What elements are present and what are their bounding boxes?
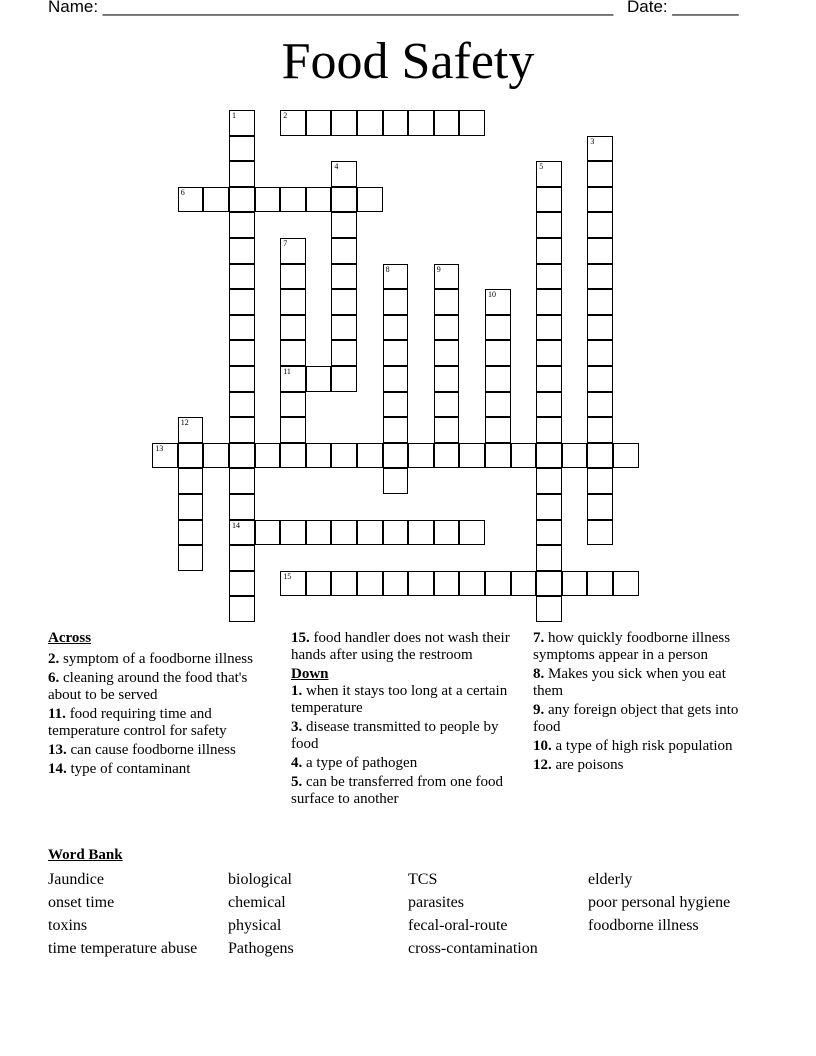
clue-down-4 [291, 755, 516, 772]
crossword-cell[interactable] [178, 443, 204, 469]
crossword-cell[interactable] [587, 468, 613, 494]
word-bank-item: toxins [48, 917, 88, 934]
word-bank-item: poor personal hygiene [588, 894, 731, 911]
clue-text: a type of high risk population [555, 738, 733, 754]
crossword-cell[interactable] [434, 417, 460, 443]
crossword-cell[interactable] [511, 571, 537, 597]
cell-number: 2 [283, 111, 288, 120]
crossword-cell[interactable] [485, 289, 511, 315]
crossword-cell[interactable] [587, 289, 613, 315]
clue-text: can be transferred from one food surface to another [291, 774, 503, 807]
crossword-cell[interactable] [383, 366, 409, 392]
crossword-cell[interactable] [613, 571, 639, 597]
crossword-cell[interactable] [562, 443, 588, 469]
clue-text: type of contaminant [70, 761, 191, 777]
crossword-cell[interactable] [434, 366, 460, 392]
clue-across-2 [48, 651, 273, 668]
crossword-cell[interactable] [485, 340, 511, 366]
crossword-cell[interactable] [587, 187, 613, 213]
word-bank-item: Jaundice [48, 871, 104, 888]
crossword-cell[interactable] [536, 238, 562, 264]
clue-down-1 [291, 683, 516, 717]
clue-down-5 [291, 774, 516, 808]
crossword-cell[interactable] [434, 289, 460, 315]
crossword-cell[interactable] [383, 340, 409, 366]
crossword-cell[interactable] [383, 417, 409, 443]
crossword-cell[interactable] [229, 545, 255, 571]
crossword-cell[interactable] [255, 443, 281, 469]
crossword-cell[interactable] [331, 520, 357, 546]
clue-number: 10. [533, 738, 552, 754]
crossword-cell[interactable] [229, 187, 255, 213]
crossword-cell[interactable] [306, 520, 332, 546]
crossword-cell[interactable] [536, 392, 562, 418]
clue-across-14 [48, 761, 273, 778]
crossword-cell[interactable] [357, 520, 383, 546]
clue-text: food requiring time and temperature control for safety [48, 706, 227, 739]
name-field-label: Name: ______________________________________________________ [48, 0, 614, 16]
cell-number: 14 [232, 520, 240, 530]
crossword-cell[interactable] [536, 161, 562, 187]
crossword-cell[interactable] [536, 596, 562, 622]
crossword-cell[interactable] [229, 136, 255, 162]
crossword-cell[interactable] [331, 187, 357, 213]
crossword-cell[interactable] [434, 110, 460, 136]
word-bank-item: Pathogens [228, 940, 294, 957]
crossword-cell[interactable] [383, 468, 409, 494]
crossword-cell[interactable] [587, 212, 613, 238]
crossword-cell[interactable] [434, 340, 460, 366]
word-bank-item: physical [228, 917, 282, 934]
clue-down-8 [533, 666, 758, 700]
crossword-cell[interactable] [280, 366, 306, 392]
crossword-cell[interactable] [331, 340, 357, 366]
cell-number: 6 [180, 187, 185, 197]
word-bank-column-2 [228, 868, 294, 960]
crossword-cell[interactable] [587, 392, 613, 418]
crossword-cell[interactable] [587, 417, 613, 443]
crossword-cell[interactable] [280, 315, 306, 341]
crossword-cell[interactable] [536, 212, 562, 238]
crossword-cell[interactable] [536, 468, 562, 494]
crossword-cell[interactable] [280, 238, 306, 264]
crossword-cell[interactable] [459, 520, 485, 546]
crossword-cell[interactable] [587, 494, 613, 520]
clue-number: 2. [48, 651, 60, 667]
crossword-cell[interactable] [306, 187, 332, 213]
crossword-cell[interactable] [536, 520, 562, 546]
crossword-cell[interactable] [331, 212, 357, 238]
crossword-cell[interactable] [562, 571, 588, 597]
crossword-cell[interactable] [459, 110, 485, 136]
clue-number: 8. [533, 666, 545, 682]
crossword-cell[interactable] [280, 187, 306, 213]
crossword-cell[interactable] [229, 417, 255, 443]
crossword-cell[interactable] [383, 571, 409, 597]
clue-text: are poisons [555, 757, 624, 773]
crossword-cell[interactable] [587, 315, 613, 341]
crossword-cell[interactable] [434, 571, 460, 597]
crossword-cell[interactable] [536, 417, 562, 443]
crossword-cell[interactable] [331, 264, 357, 290]
crossword-cell[interactable] [485, 443, 511, 469]
crossword-cell[interactable] [331, 315, 357, 341]
word-bank-item: parasites [408, 894, 464, 911]
word-bank-item: onset time [48, 894, 115, 911]
clue-down-12 [533, 757, 758, 774]
word-bank-item: time temperature abuse [48, 940, 198, 957]
clue-text: a type of pathogen [306, 755, 418, 771]
crossword-cell[interactable] [357, 443, 383, 469]
crossword-cell[interactable] [536, 366, 562, 392]
across-heading: Across [48, 630, 92, 646]
crossword-cell[interactable] [408, 443, 434, 469]
crossword-cell[interactable] [587, 136, 613, 162]
cell-number: 7 [283, 239, 288, 248]
clue-number: 14. [48, 761, 67, 777]
crossword-cell[interactable] [383, 392, 409, 418]
crossword-cell[interactable] [408, 520, 434, 546]
crossword-cell[interactable] [229, 161, 255, 187]
crossword-cell[interactable] [485, 366, 511, 392]
crossword-cell[interactable] [306, 443, 332, 469]
crossword-cell[interactable] [229, 468, 255, 494]
clue-text: any foreign object that gets into food [533, 702, 739, 735]
crossword-cell[interactable] [536, 289, 562, 315]
crossword-cell[interactable] [331, 366, 357, 392]
clue-number: 7. [533, 630, 545, 646]
cell-number: 1 [232, 111, 236, 120]
crossword-cell[interactable] [229, 571, 255, 597]
clue-number: 13. [48, 742, 67, 758]
crossword-cell[interactable] [331, 571, 357, 597]
crossword-cell[interactable] [587, 443, 613, 469]
clue-across-11 [48, 706, 273, 740]
crossword-cell[interactable] [587, 161, 613, 187]
page-title: Food Safety [281, 33, 535, 90]
crossword-cell[interactable] [229, 520, 255, 546]
clue-number: 15. [291, 630, 310, 646]
crossword-cell[interactable] [306, 571, 332, 597]
crossword-cell[interactable] [383, 520, 409, 546]
clue-down-10 [533, 738, 758, 755]
crossword-cell[interactable] [229, 392, 255, 418]
word-bank-column-3 [408, 868, 538, 960]
crossword-cell[interactable] [178, 468, 204, 494]
crossword-cell[interactable] [587, 571, 613, 597]
clue-down-7 [533, 630, 758, 664]
clue-number: 9. [533, 702, 545, 718]
crossword-cell[interactable] [459, 571, 485, 597]
word-bank-item: chemical [228, 894, 286, 911]
crossword-cell[interactable] [408, 110, 434, 136]
crossword-cell[interactable] [434, 520, 460, 546]
crossword-cell[interactable] [331, 443, 357, 469]
crossword-cell[interactable] [383, 110, 409, 136]
cell-number: 15 [283, 571, 292, 581]
crossword-cell[interactable] [280, 110, 306, 136]
crossword-cell[interactable] [229, 494, 255, 520]
crossword-cell[interactable] [152, 443, 178, 469]
word-bank-heading: Word Bank [48, 847, 123, 863]
crossword-cell[interactable] [280, 392, 306, 418]
crossword-cell[interactable] [357, 187, 383, 213]
crossword-cell[interactable] [229, 110, 255, 136]
cell-number: 9 [436, 264, 441, 274]
crossword-cell[interactable] [178, 494, 204, 520]
clue-text: when it stays too long at a certain temperature [291, 683, 508, 716]
crossword-cell[interactable] [203, 443, 229, 469]
crossword-cell[interactable] [229, 289, 255, 315]
across-clues-column [48, 630, 273, 780]
word-bank-item: biological [228, 871, 292, 888]
cell-number: 5 [539, 162, 544, 172]
crossword-cell[interactable] [280, 417, 306, 443]
crossword-cell[interactable] [383, 264, 409, 290]
cell-number: 4 [334, 162, 339, 172]
date-field-label: Date: _______ [627, 0, 739, 16]
clue-down-9 [533, 702, 758, 736]
crossword-cell[interactable] [536, 571, 562, 597]
crossword-cell[interactable] [331, 238, 357, 264]
crossword-cell[interactable] [280, 340, 306, 366]
cell-number: 8 [385, 264, 390, 274]
down-clues-column-2 [533, 630, 758, 776]
crossword-cell[interactable] [331, 110, 357, 136]
crossword-cell[interactable] [434, 315, 460, 341]
crossword-cell[interactable] [280, 264, 306, 290]
crossword-cell[interactable] [587, 264, 613, 290]
crossword-cell[interactable] [331, 161, 357, 187]
word-bank-item: fecal-oral-route [408, 917, 508, 934]
crossword-cell[interactable] [434, 264, 460, 290]
crossword-cell[interactable] [434, 392, 460, 418]
clue-number: 5. [291, 774, 303, 790]
crossword-cell[interactable] [229, 264, 255, 290]
crossword-cell[interactable] [536, 315, 562, 341]
clue-down-3 [291, 719, 516, 753]
crossword-cell[interactable] [255, 187, 281, 213]
word-bank-item: elderly [588, 871, 633, 888]
crossword-cell[interactable] [485, 392, 511, 418]
crossword-cell[interactable] [306, 110, 332, 136]
crossword-cell[interactable] [536, 187, 562, 213]
word-bank-item: cross-contamination [408, 940, 538, 957]
clue-number: 12. [533, 757, 552, 773]
clue-number: 4. [291, 755, 303, 771]
crossword-cell[interactable] [587, 340, 613, 366]
clue-number: 1. [291, 683, 303, 699]
crossword-cell[interactable] [229, 212, 255, 238]
down-heading: Down [291, 666, 329, 682]
crossword-cell[interactable] [229, 315, 255, 341]
crossword-cell[interactable] [459, 443, 485, 469]
clue-number: 6. [48, 670, 60, 686]
crossword-cell[interactable] [178, 520, 204, 546]
cell-number: 12 [180, 418, 189, 428]
clue-text: how quickly foodborne illness symptoms appear in a person [533, 630, 731, 663]
cell-number: 13 [155, 443, 164, 453]
crossword-cell[interactable] [357, 110, 383, 136]
crossword-cell[interactable] [587, 238, 613, 264]
clue-number: 11. [48, 706, 66, 722]
crossword-cell[interactable] [357, 571, 383, 597]
clue-number: 3. [291, 719, 303, 735]
clue-text: disease transmitted to people by food [291, 719, 499, 752]
clue-text: Makes you sick when you eat them [533, 666, 726, 699]
crossword-cell[interactable] [536, 340, 562, 366]
crossword-cell[interactable] [536, 494, 562, 520]
crossword-cell[interactable] [280, 443, 306, 469]
clue-across-13 [48, 742, 273, 759]
word-bank-column-4 [588, 868, 730, 937]
crossword-cell[interactable] [178, 417, 204, 443]
crossword-cell[interactable] [485, 315, 511, 341]
clue-across-15 [291, 630, 516, 664]
crossword-cell[interactable] [613, 443, 639, 469]
crossword-cell[interactable] [178, 187, 204, 213]
crossword-cell[interactable] [511, 443, 537, 469]
word-bank-item: TCS [408, 871, 438, 888]
crossword-cell[interactable] [434, 443, 460, 469]
clue-text: food handler does not wash their hands after using the restroom [291, 630, 510, 663]
crossword-cell[interactable] [306, 366, 332, 392]
crossword-cell[interactable] [383, 315, 409, 341]
crossword-cell[interactable] [587, 520, 613, 546]
crossword-cell[interactable] [203, 187, 229, 213]
crossword-cell[interactable] [255, 520, 281, 546]
cell-number: 11 [283, 367, 291, 376]
crossword-cell[interactable] [587, 366, 613, 392]
crossword-cell[interactable] [229, 340, 255, 366]
crossword-cell[interactable] [536, 545, 562, 571]
crossword-cell[interactable] [331, 289, 357, 315]
crossword-cell[interactable] [280, 520, 306, 546]
crossword-cell[interactable] [229, 596, 255, 622]
crossword-cell[interactable] [280, 289, 306, 315]
word-bank-column-1 [48, 868, 197, 960]
clue-across-6 [48, 670, 273, 704]
crossword-cell[interactable] [229, 238, 255, 264]
crossword-cell[interactable] [408, 571, 434, 597]
word-bank-item: foodborne illness [588, 917, 699, 934]
crossword-cell[interactable] [536, 443, 562, 469]
clue-text: can cause foodborne illness [70, 742, 236, 758]
crossword-cell[interactable] [485, 571, 511, 597]
clue-text: cleaning around the food that's about to be served [48, 670, 248, 703]
clue-text: symptom of a foodborne illness [63, 651, 253, 667]
cell-number: 10 [488, 290, 496, 300]
crossword-cell[interactable] [485, 417, 511, 443]
crossword-cell[interactable] [229, 366, 255, 392]
crossword-cell[interactable] [383, 289, 409, 315]
crossword-cell[interactable] [229, 443, 255, 469]
crossword-cell[interactable] [383, 443, 409, 469]
crossword-cell[interactable] [536, 264, 562, 290]
crossword-cell[interactable] [280, 571, 306, 597]
cell-number: 3 [590, 136, 595, 146]
crossword-cell[interactable] [178, 545, 204, 571]
down-clues-column-1 [291, 630, 516, 810]
